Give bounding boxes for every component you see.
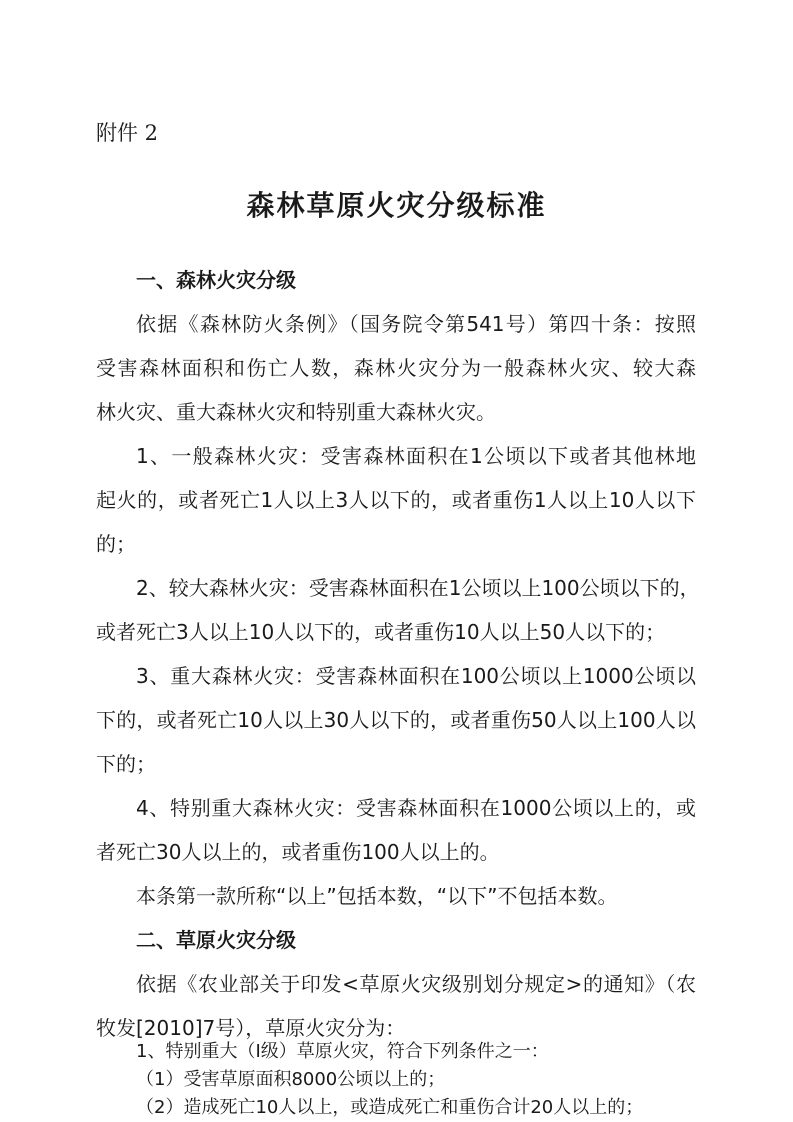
- paragraph-line: 的；: [96, 532, 136, 556]
- annex-label: 附件 2: [96, 121, 159, 145]
- paragraph-line: 1、一般森林火灾：受害森林面积在1公顷以下或者其他林地: [136, 444, 696, 468]
- paragraph-line: 1、特别重大（Ⅰ级）草原火灾，符合下列条件之一：: [136, 1041, 549, 1062]
- paragraph-line: （2）造成死亡10人以上，或造成死亡和重伤合计20人以上的；: [136, 1097, 644, 1118]
- section-heading-grassland: 二、草原火灾分级: [136, 928, 296, 952]
- paragraph-line: （1）受害草原面积8000公顷以上的；: [136, 1069, 446, 1090]
- paragraph-line: 4、特别重大森林火灾：受害森林面积在1000公顷以上的，或: [136, 796, 696, 820]
- paragraph-line: 牧发[2010]7号），草原火灾分为：: [96, 1016, 406, 1040]
- paragraph-line: 或者死亡3人以上10人以下的，或者重伤10人以上50人以下的；: [96, 620, 666, 644]
- paragraph-line: 依据《农业部关于印发<草原火灾级别划分规定>的通知》（农: [136, 972, 696, 996]
- paragraph-line: 2、较大森林火灾：受害森林面积在1公顷以上100公顷以下的，: [136, 576, 700, 600]
- paragraph-line: 起火的，或者死亡1人以上3人以下的，或者重伤1人以上10人以下: [96, 488, 696, 512]
- paragraph-line: 3、重大森林火灾：受害森林面积在100公顷以上1000公顷以: [136, 664, 696, 688]
- section-heading-forest: 一、森林火灾分级: [136, 268, 296, 292]
- paragraph-line: 依据《森林防火条例》（国务院令第541号）第四十条：按照: [136, 312, 696, 336]
- paragraph-line: 受害森林面积和伤亡人数，森林火灾分为一般森林火灾、较大森: [96, 356, 696, 380]
- paragraph-line: 者死亡30人以上的，或者重伤100人以上的。: [96, 840, 500, 864]
- document-title: 森林草原火灾分级标准: [246, 189, 547, 222]
- paragraph-line: 本条第一款所称“以上”包括本数，“以下”不包括本数。: [136, 884, 618, 908]
- paragraph-line: 林火灾、重大森林火灾和特别重大森林火灾。: [96, 400, 496, 424]
- paragraph-line: 下的，或者死亡10人以上30人以下的，或者重伤50人以上100人以: [96, 708, 696, 732]
- paragraph-line: 下的；: [96, 752, 156, 776]
